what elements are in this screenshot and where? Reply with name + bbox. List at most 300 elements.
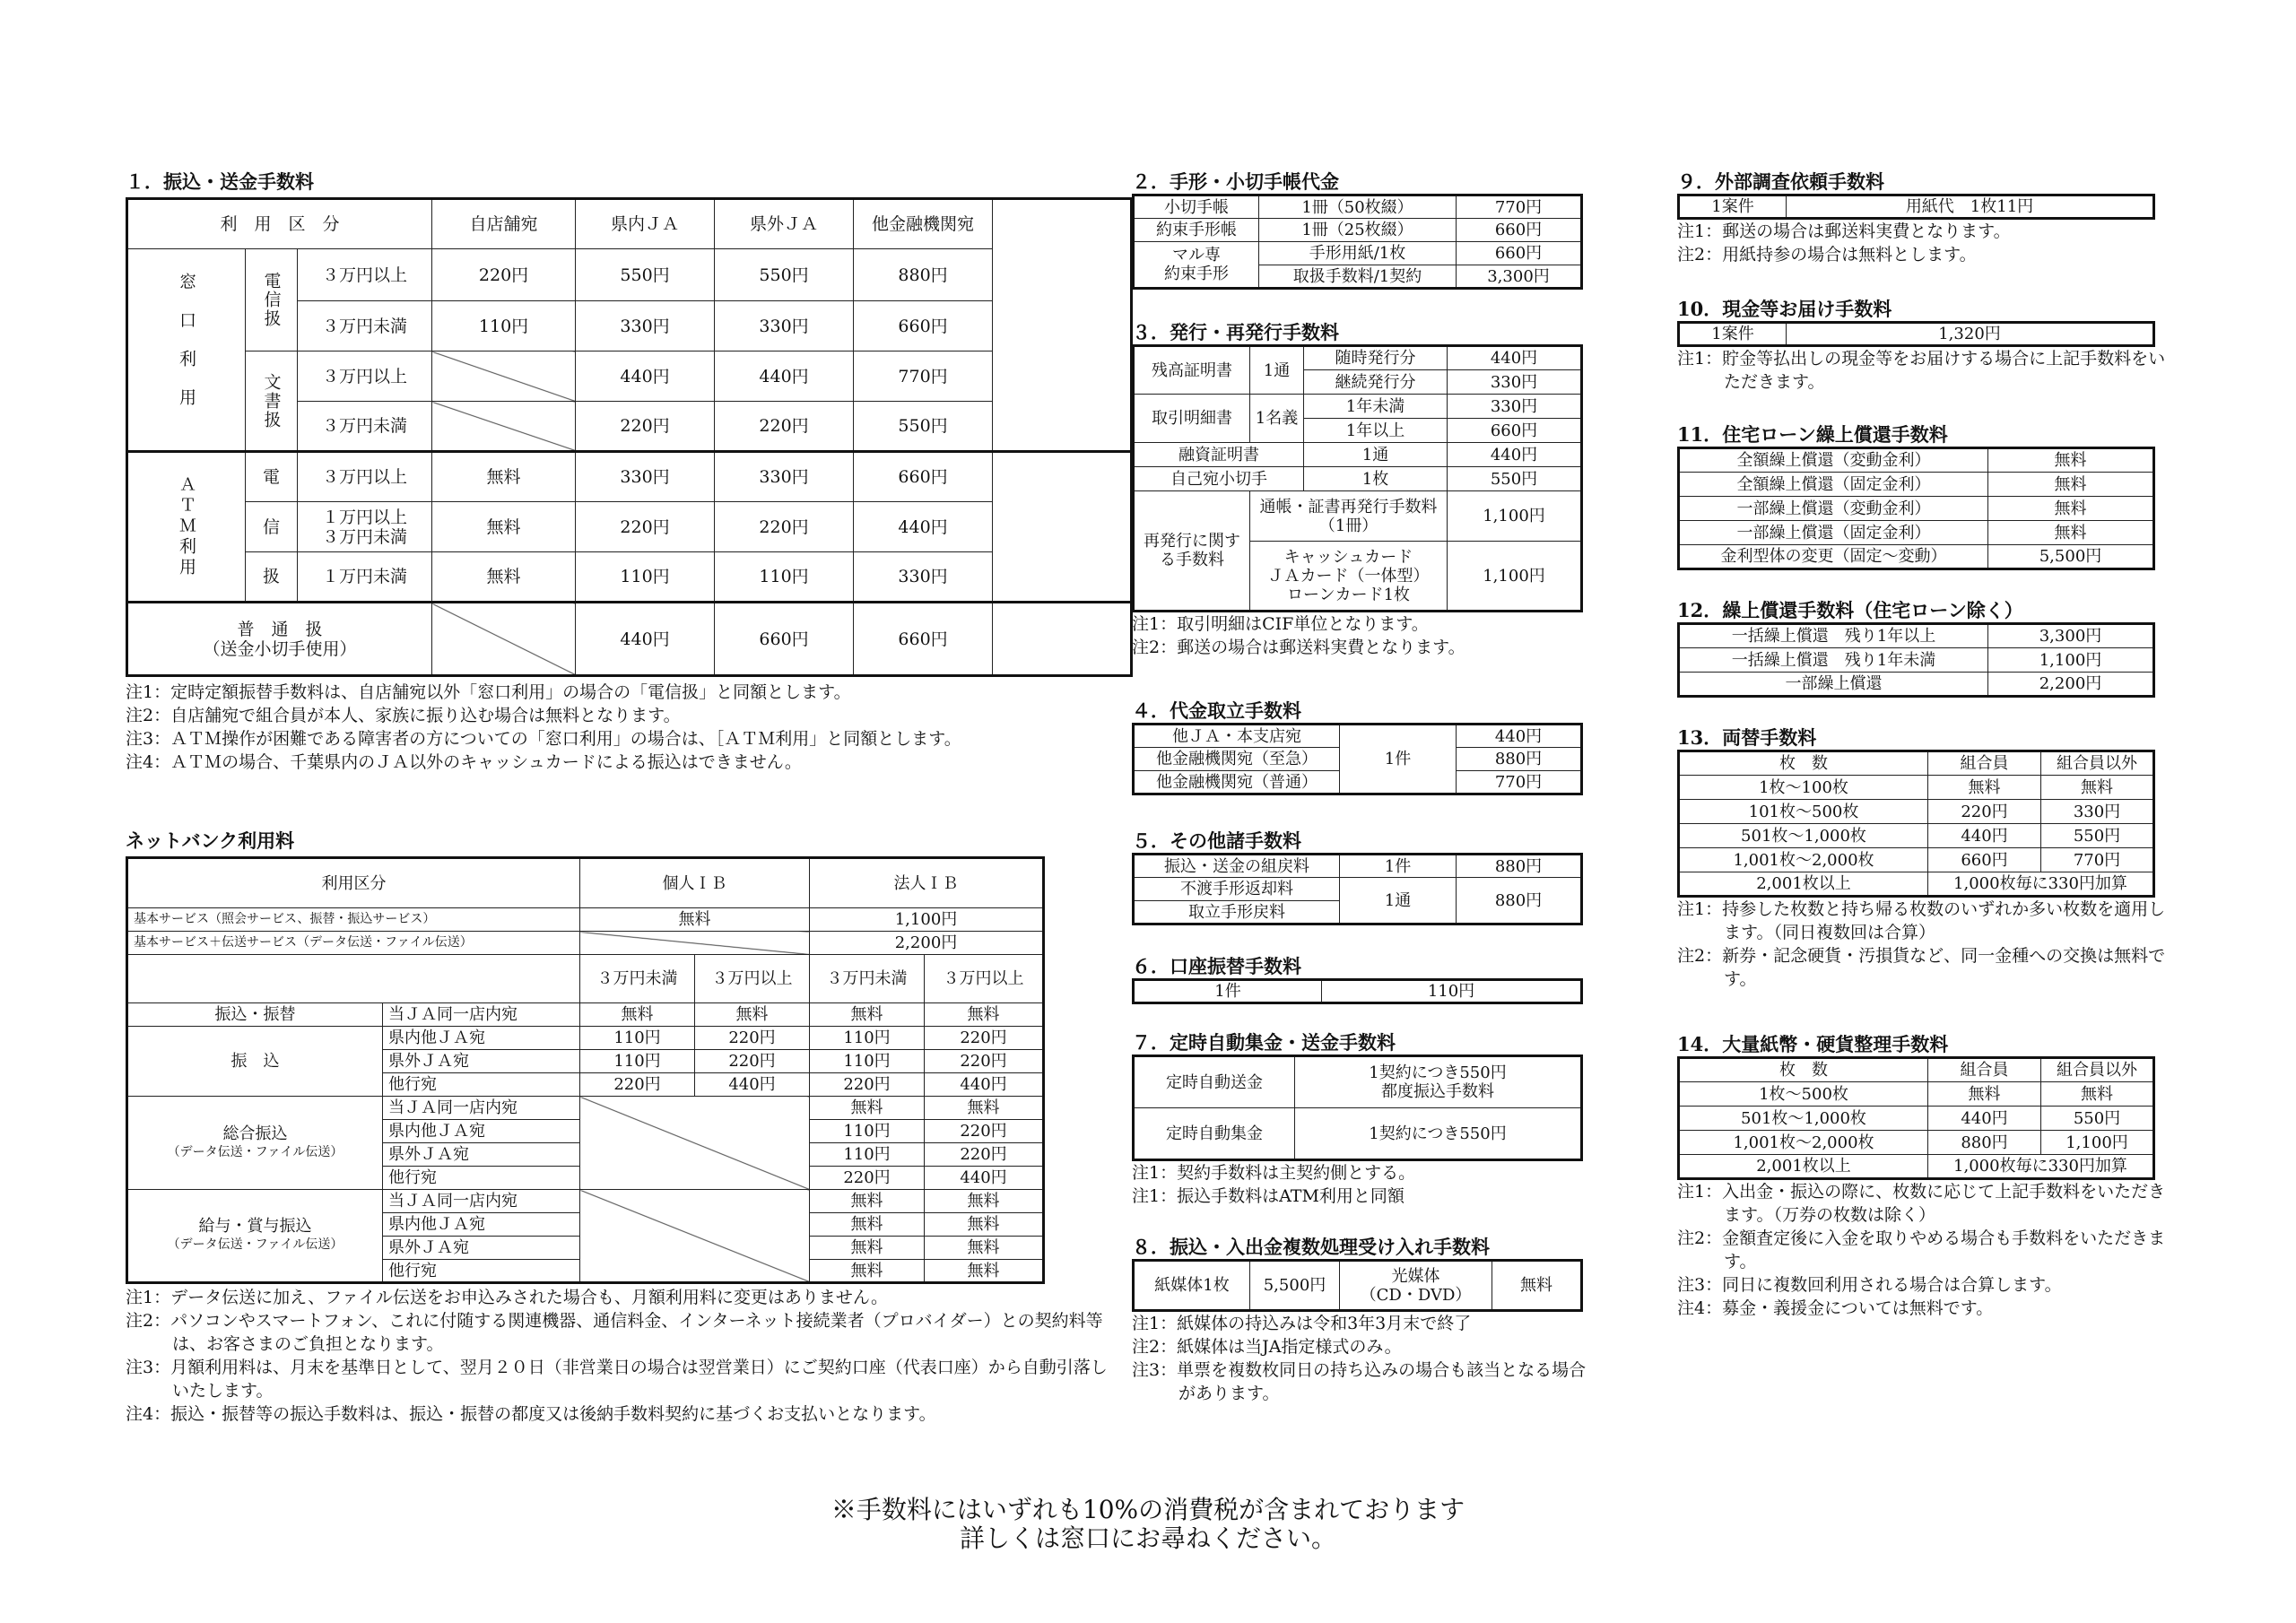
table-cell: 1通	[1340, 878, 1457, 924]
table-cell: 220円	[715, 402, 854, 452]
note: 注1：取引明細はCIF単位となります。	[1132, 614, 1429, 634]
table-cell: 無料	[810, 1260, 925, 1283]
table-cell: ３万円未満	[298, 301, 432, 352]
table-cell: 無料	[925, 1097, 1044, 1120]
table-cell: 5,500円	[1988, 545, 2154, 569]
table-cell: 当ＪＡ同一店内宛	[383, 1190, 580, 1213]
section-title: 10．現金等お届け手数料	[1677, 298, 1892, 320]
header-tagin: 他金融機関宛	[854, 199, 993, 249]
table-cell: 1名義	[1250, 395, 1304, 443]
note: 注4：ＡＴＭの場合、千葉県内のＪＡ以外のキャッシュカードによる振込はできません。	[126, 752, 802, 772]
table-cell: 660円	[1457, 219, 1582, 242]
section-hakko	[1132, 321, 1589, 659]
bunsho-label: 文書扱	[246, 352, 298, 452]
table-cell: 550円	[715, 249, 854, 301]
table-cell: 無料	[925, 1213, 1044, 1237]
section-title: ４．代金取立手数料	[1132, 699, 1301, 722]
table-cell: 無料	[810, 1097, 925, 1120]
table-cell: 無料	[810, 1237, 925, 1260]
table-cell: 880円	[854, 249, 993, 301]
table-cell: １万円未満	[298, 552, 432, 603]
table-cell: 県内他ＪＡ宛	[383, 1120, 580, 1143]
table-cell: 1件	[1340, 725, 1457, 794]
table-cell: 全額繰上償還（変動金利）	[1679, 448, 1988, 473]
table-cell: 無料	[925, 1003, 1044, 1027]
header-jiten: 自店舗宛	[432, 199, 576, 249]
table-cell: 1,001枚～2,000枚	[1679, 848, 1928, 872]
table-cell: 1冊（50枚綴）	[1259, 195, 1457, 219]
section-title: １．振込・送金手数料	[126, 170, 314, 193]
table-cell: 220円	[1928, 800, 2041, 824]
section-ryogae	[1677, 726, 2179, 991]
table-cell: 220円	[715, 502, 854, 552]
table-cell: 無料	[925, 1190, 1044, 1213]
table-cell: 440円	[1457, 725, 1582, 748]
table-cell: 県内他ＪＡ宛	[383, 1027, 580, 1050]
atm-label: ＡＴＭ利用	[127, 452, 246, 603]
table-cell: 660円	[854, 603, 993, 676]
table-cell: 金利型体の変更（固定～変動）	[1679, 545, 1988, 569]
header-kojin: 個人ＩＢ	[580, 858, 810, 908]
header-cell: 組合員以外	[2041, 751, 2154, 776]
table-cell: 1枚～100枚	[1679, 776, 1928, 800]
note: 注1：契約手数料は主契約側とする。	[1132, 1163, 1416, 1183]
table-cell: 不渡手形返却料	[1134, 878, 1340, 901]
sonota-table	[1132, 853, 1583, 925]
section-title: 11．住宅ローン繰上償還手数料	[1677, 423, 1948, 446]
table-cell: 融資証明書	[1134, 443, 1304, 467]
table-cell: 他金融機関宛（至急）	[1134, 748, 1340, 771]
empty-cell	[432, 603, 576, 676]
table-cell: 110円	[810, 1027, 925, 1050]
table-cell: 無料	[695, 1003, 810, 1027]
table-cell: 110円	[432, 301, 576, 352]
table-cell: 110円	[810, 1050, 925, 1073]
table-cell: 無料	[810, 1003, 925, 1027]
kyuyo-label	[127, 1190, 383, 1283]
table-cell: 他行宛	[383, 1073, 580, 1097]
table-cell: 無料	[925, 1237, 1044, 1260]
note: 注1：持参した枚数と持ち帰る枚数のいずれか多い枚数を適用します。（同日複数回は合算）	[1677, 899, 2166, 942]
table-cell: 220円	[810, 1073, 925, 1097]
table-cell: 無料	[432, 552, 576, 603]
table-cell: 440円	[854, 502, 993, 552]
table-cell: 1枚～500枚	[1679, 1082, 1928, 1107]
table-cell: 440円	[715, 352, 854, 402]
notes	[1677, 347, 2166, 394]
empty-cell	[432, 352, 576, 402]
table-cell: 220円	[695, 1027, 810, 1050]
note: 注2：金額査定後に入金を取りやめる場合も手数料をいただきます。	[1677, 1228, 2166, 1271]
table-cell: 660円	[1928, 848, 2041, 872]
note: 注1：紙媒体の持込みは令和3年3月末で終了	[1132, 1314, 1472, 1333]
table-cell: 県外ＪＡ宛	[383, 1237, 580, 1260]
table-cell: 660円	[715, 603, 854, 676]
table-cell: 県外ＪＡ宛	[383, 1143, 580, 1167]
note: 注1：入出金・振込の際に、枚数に応じて上記手数料をいただきます。（万券の枚数は除く）	[1677, 1182, 2166, 1225]
section-sonota	[1132, 829, 1589, 925]
table-cell: 5,500円	[1250, 1261, 1340, 1311]
table-cell: 880円	[1457, 878, 1582, 924]
section-furikae	[1132, 955, 1589, 1004]
table-cell: 1契約につき550円	[1295, 1108, 1582, 1160]
note: 注3：月額利用料は、月末を基準日として、翌月２０日（非営業日の場合は翌営業日）にご契約口座（代表口座）から自動引落しいたします。	[126, 1358, 1108, 1401]
table-cell: 手形用紙/1枚	[1259, 242, 1457, 265]
table-cell: 3,300円	[1988, 624, 2154, 648]
table-cell: １万円以上 ３万円未満	[298, 502, 432, 552]
header-cell: 組合員	[1928, 751, 2041, 776]
table-cell: 440円	[925, 1073, 1044, 1097]
table-cell: 110円	[810, 1120, 925, 1143]
section-kuriage	[1677, 599, 2166, 698]
table-cell: 550円	[2041, 824, 2154, 848]
sogo-label	[127, 1097, 383, 1190]
table-cell: 220円	[810, 1167, 925, 1190]
section-title: ９．外部調査依頼手数料	[1677, 170, 1884, 193]
notes	[1677, 898, 2166, 991]
table-cell: 440円	[1928, 824, 2041, 848]
section-netbank	[126, 829, 1112, 1426]
table-cell: 無料	[580, 908, 810, 932]
table-cell: 880円	[1928, 1131, 2041, 1155]
table-cell: 振込・送金の組戻料	[1134, 855, 1340, 878]
table-cell: 他金融機関宛（普通）	[1134, 771, 1340, 794]
table-cell: 1案件	[1679, 323, 1787, 346]
table-cell: 1,100円	[1448, 542, 1582, 612]
table-cell: 110円	[1322, 980, 1582, 1003]
note: 注3：単票を複数枚同日の持ち込みの場合も該当となる場合があります。	[1132, 1360, 1587, 1403]
table-cell: 当ＪＡ同一店内宛	[383, 1097, 580, 1120]
header-cell: 組合員	[1928, 1058, 2041, 1082]
table-cell: 一部繰上償還（固定金利）	[1679, 521, 1988, 545]
table-cell: 330円	[1448, 395, 1582, 419]
sub-header: ３万円未満	[810, 955, 925, 1003]
table-cell: 330円	[576, 301, 715, 352]
table-cell: 880円	[1457, 855, 1582, 878]
basic-plus-label: 基本サービス＋伝送サービス（データ伝送・ファイル伝送）	[127, 932, 580, 955]
table-cell: 770円	[2041, 848, 2154, 872]
kyuyo-text: 給与・賞与振込	[198, 1217, 312, 1236]
table-cell: 220円	[580, 1073, 695, 1097]
table-cell: 660円	[1457, 242, 1582, 265]
table-cell: 小切手帳	[1134, 195, 1259, 219]
table-cell: 110円	[580, 1050, 695, 1073]
section-furikomi	[126, 170, 1133, 774]
table-cell: 他行宛	[383, 1260, 580, 1283]
table-cell: 1,000枚毎に330円加算	[1928, 1155, 2154, 1179]
note: 注2：紙媒体は当JA指定様式のみ。	[1132, 1337, 1402, 1357]
section-tegata	[1132, 170, 1589, 290]
note: 注1：振込手数料はATM利用と同額	[1132, 1186, 1405, 1206]
table-cell: 1年未満	[1304, 395, 1448, 419]
note: 注2：用紙持参の場合は無料とします。	[1677, 245, 1977, 265]
table-cell: 330円	[2041, 800, 2154, 824]
table-cell: 110円	[576, 552, 715, 603]
table-cell: 取引明細書	[1134, 395, 1250, 443]
table-cell: 全額繰上償還（固定金利）	[1679, 473, 1988, 497]
table-cell: 無料	[1988, 521, 2154, 545]
table-cell: 自己宛小切手	[1134, 467, 1304, 491]
table-cell: 880円	[1457, 748, 1582, 771]
note: 注1：データ伝送に加え、ファイル伝送をお申込みされた場合も、月額利用料に変更はありません。	[126, 1288, 888, 1307]
section-title: 13．両替手数料	[1677, 726, 1817, 749]
table-cell: 無料	[2041, 776, 2154, 800]
table-cell: 2,200円	[810, 932, 1044, 955]
notes	[1132, 1312, 1598, 1405]
notes	[1132, 1161, 1589, 1208]
table-cell: 330円	[715, 452, 854, 502]
header-kubun: 利用区分	[127, 858, 580, 908]
table-cell: 110円	[580, 1027, 695, 1050]
section-title: ７．定時自動集金・送金手数料	[1132, 1031, 1396, 1054]
table-cell: 501枚～1,000枚	[1679, 824, 1928, 848]
furikomi-label: 振 込	[127, 1027, 383, 1097]
table-cell: 他行宛	[383, 1167, 580, 1190]
table-cell: 110円	[810, 1143, 925, 1167]
table-cell: 2,200円	[1988, 673, 2154, 697]
table-cell: 1冊（25枚綴）	[1259, 219, 1457, 242]
header-cell: 枚 数	[1679, 1058, 1928, 1082]
atm-atsu: 扱	[246, 552, 298, 603]
futsu-sub: （送金小切手使用）	[203, 638, 357, 659]
note: 注2：郵送の場合は郵送料実費となります。	[1132, 638, 1465, 657]
table-cell: 無料	[810, 1213, 925, 1237]
table-cell: 3,300円	[1457, 265, 1582, 289]
table-cell: 無料	[925, 1260, 1044, 1283]
footer-tax-note: ※手数料にはいずれも10%の消費税が含まれております	[831, 1495, 1465, 1524]
furikomi-fee-table	[126, 197, 1133, 677]
table-cell: 440円	[1928, 1107, 2041, 1131]
table-cell: 紙媒体1枚	[1134, 1261, 1250, 1311]
fukusu-table	[1132, 1259, 1583, 1312]
table-cell: 1契約につき550円 都度振込手数料	[1295, 1056, 1582, 1108]
table-cell: 220円	[576, 402, 715, 452]
table-cell: 1通	[1250, 346, 1304, 395]
table-cell: 1,100円	[1988, 648, 2154, 673]
table-cell: 220円	[695, 1050, 810, 1073]
table-cell: 660円	[854, 301, 993, 352]
table-cell: 101枚～500枚	[1679, 800, 1928, 824]
table-cell: 通帳・証書再発行手数料（1冊）	[1250, 491, 1448, 542]
seiri-table	[1677, 1056, 2155, 1180]
table-cell: 継続発行分	[1304, 370, 1448, 395]
table-cell: 550円	[576, 249, 715, 301]
header-hojin: 法人ＩＢ	[810, 858, 1044, 908]
header-kengai: 県外ＪＡ	[715, 199, 854, 249]
note: 注1：貯金等払出しの現金等をお届けする場合に上記手数料をいただきます。	[1677, 349, 2166, 392]
section-title: ２．手形・小切手帳代金	[1132, 170, 1339, 193]
empty-cell	[432, 402, 576, 452]
header-cell: 組合員以外	[2041, 1058, 2154, 1082]
table-cell: 1,001枚～2,000枚	[1679, 1131, 1928, 1155]
table-cell: 440円	[576, 352, 715, 402]
table-cell: 2,001枚以上	[1679, 872, 1928, 897]
note: 注1：郵送の場合は郵送料実費となります。	[1677, 221, 2011, 241]
table-cell: 550円	[854, 402, 993, 452]
table-cell: 220円	[925, 1050, 1044, 1073]
header-kubun: 利 用 区 分	[127, 199, 432, 249]
table-cell: 2,001枚以上	[1679, 1155, 1928, 1179]
table-cell: 県外ＪＡ宛	[383, 1050, 580, 1073]
hakko-table	[1132, 344, 1583, 612]
table-cell: 県内他ＪＡ宛	[383, 1213, 580, 1237]
table-cell: 定時自動送金	[1134, 1056, 1295, 1108]
section-title: ６．口座振替手数料	[1132, 955, 1301, 977]
atm-den: 電	[246, 452, 298, 502]
table-cell: 660円	[854, 452, 993, 502]
table-cell: 550円	[2041, 1107, 2154, 1131]
table-cell: 無料	[2041, 1082, 2154, 1107]
table-cell: 定時自動集金	[1134, 1108, 1295, 1160]
notes	[1677, 220, 2166, 266]
note: 注1：定時定額振替手数料は、自店舗宛以外「窓口利用」の場合の「電信扱」と同額とします。	[126, 682, 851, 702]
table-cell: 随時発行分	[1304, 346, 1448, 370]
table-cell: ３万円以上	[298, 452, 432, 502]
basic-service-label: 基本サービス（照会サービス、振替・振込サービス）	[127, 908, 580, 932]
table-cell: 330円	[576, 452, 715, 502]
section-jutaku	[1677, 423, 2166, 570]
table-cell: 220円	[576, 502, 715, 552]
futsu-text: 普 通 扱	[237, 619, 323, 639]
header-kennai: 県内ＪＡ	[576, 199, 715, 249]
section-title: 14．大量紙幣・硬貨整理手数料	[1677, 1033, 1949, 1055]
section-title: ８．振込・入出金複数処理受け入れ手数料	[1132, 1236, 1490, 1258]
table-cell: 770円	[1457, 195, 1582, 219]
notes	[126, 681, 1076, 774]
notes	[1677, 1180, 2166, 1320]
table-cell: 1枚	[1304, 467, 1448, 491]
table-cell: 440円	[925, 1167, 1044, 1190]
section-fukusu	[1132, 1236, 1598, 1405]
table-cell: 550円	[1448, 467, 1582, 491]
section-toritate	[1132, 699, 1589, 795]
table-cell: 330円	[715, 301, 854, 352]
table-cell: 770円	[1457, 771, 1582, 794]
table-cell: 無料	[810, 1190, 925, 1213]
denshin-label: 電信扱	[246, 249, 298, 352]
sogo-sub: （データ伝送・ファイル伝送）	[167, 1144, 344, 1159]
futsu-label	[127, 603, 432, 676]
table-cell: 660円	[1448, 419, 1582, 443]
table-cell: 501枚～1,000枚	[1679, 1107, 1928, 1131]
table-cell: ３万円未満	[298, 402, 432, 452]
table-cell: 再発行に関する手数料	[1134, 491, 1250, 612]
table-cell: 取扱手数料/1契約	[1259, 265, 1457, 289]
footer-contact-note: 詳しくは窓口にお尋ねください。	[959, 1523, 1336, 1553]
table-cell: 無料	[1928, 1082, 2041, 1107]
teiji-table	[1132, 1055, 1583, 1161]
table-cell: 無料	[1988, 497, 2154, 521]
section-chosa	[1677, 170, 2166, 266]
empty-cell	[580, 932, 810, 955]
furikae-label: 振込・振替	[127, 1003, 383, 1027]
table-cell: 220円	[925, 1027, 1044, 1050]
tegata-table	[1132, 194, 1583, 290]
kyuyo-sub: （データ伝送・ファイル伝送）	[167, 1237, 344, 1252]
table-cell: 無料	[1492, 1261, 1582, 1311]
table-cell: 一括繰上償還 残り1年未満	[1679, 648, 1988, 673]
header-cell: 枚 数	[1679, 751, 1928, 776]
table-cell: 440円	[1448, 346, 1582, 370]
section-title: ネットバンク利用料	[126, 829, 295, 852]
otodoke-table	[1677, 321, 2155, 347]
ryogae-table	[1677, 750, 2155, 898]
note: 注2：パソコンやスマートフォン、これに付随する関連機器、通信料金、インターネット接続業者（プロバイダー）との契約料等は、お客さまのご負担となります。	[126, 1311, 1103, 1354]
table-cell: 330円	[854, 552, 993, 603]
empty-cell	[580, 1190, 810, 1283]
table-cell: 約束手形帳	[1134, 219, 1259, 242]
netbank-fee-table	[126, 856, 1045, 1284]
table-cell: ３万円以上	[298, 352, 432, 402]
table-cell: ３万円以上	[298, 249, 432, 301]
empty-cell	[580, 1097, 810, 1190]
kuriage-table	[1677, 622, 2155, 698]
table-cell: 1年以上	[1304, 419, 1448, 443]
section-title: ３．発行・再発行手数料	[1132, 321, 1339, 343]
table-cell: 1,100円	[2041, 1131, 2154, 1155]
notes	[1132, 612, 1589, 659]
table-cell: 1件	[1134, 980, 1322, 1003]
table-cell: 770円	[854, 352, 993, 402]
chosa-table	[1677, 194, 2155, 220]
table-cell: 220円	[925, 1143, 1044, 1167]
table-cell: 無料	[580, 1003, 695, 1027]
madoguchi-label: 窓口利用	[127, 249, 246, 452]
jutaku-table	[1677, 447, 2155, 570]
sub-header: ３万円以上	[695, 955, 810, 1003]
section-teiji	[1132, 1031, 1589, 1208]
table-cell: 無料	[432, 502, 576, 552]
furikae-table	[1132, 978, 1583, 1004]
table-cell: 1,100円	[810, 908, 1044, 932]
table-cell: 1,100円	[1448, 491, 1582, 542]
section-seiri	[1677, 1033, 2179, 1320]
table-cell: 一部繰上償還	[1679, 673, 1988, 697]
table-cell: 一部繰上償還（変動金利）	[1679, 497, 1988, 521]
table-cell: 1通	[1304, 443, 1448, 467]
sub-header: ３万円以上	[925, 955, 1044, 1003]
table-cell: 220円	[925, 1120, 1044, 1143]
note: 注2：新券・記念硬貨・汚損貨など、同一金種への交換は無料です。	[1677, 946, 2166, 989]
table-cell: 残高証明書	[1134, 346, 1250, 395]
note: 注4：募金・義援金については無料です。	[1677, 1298, 1994, 1318]
table-cell: 無料	[432, 452, 576, 502]
table-cell: 用紙代 1枚11円	[1787, 195, 2154, 219]
table-cell: 1,000枚毎に330円加算	[1928, 872, 2154, 897]
notes	[126, 1286, 1112, 1426]
toritate-table	[1132, 723, 1583, 795]
table-cell: 1,320円	[1787, 323, 2154, 346]
note: 注3：同日に複数回利用される場合は合算します。	[1677, 1275, 2062, 1295]
note: 注4：振込・振替等の振込手数料は、振込・振替の都度又は後納手数料契約に基づくお支払いとなります。	[126, 1404, 936, 1424]
table-cell: 無料	[1988, 448, 2154, 473]
table-cell: 440円	[1448, 443, 1582, 467]
table-cell: マル専 約束手形	[1134, 242, 1259, 289]
sub-header: ３万円未満	[580, 955, 695, 1003]
section-title: 12．繰上償還手数料（住宅ローン除く）	[1677, 599, 2023, 621]
table-cell: 440円	[576, 603, 715, 676]
table-cell: 光媒体 （CD・DVD）	[1340, 1261, 1492, 1311]
table-cell: 無料	[1928, 776, 2041, 800]
note: 注2：自店舗宛で組合員が本人、家族に振り込む場合は無料となります。	[126, 706, 681, 725]
table-cell: 取立手形戻料	[1134, 901, 1340, 924]
table-cell: 他ＪＡ・本支店宛	[1134, 725, 1340, 748]
table-cell: 当ＪＡ同一店内宛	[383, 1003, 580, 1027]
atm-shin: 信	[246, 502, 298, 552]
note: 注3：ＡＴＭ操作が困難である障害者の方についての「窓口利用」の場合は、［ＡＴＭ利用」と同額とします。	[126, 729, 961, 749]
table-cell: 1案件	[1679, 195, 1787, 219]
empty-cell	[127, 955, 580, 1003]
